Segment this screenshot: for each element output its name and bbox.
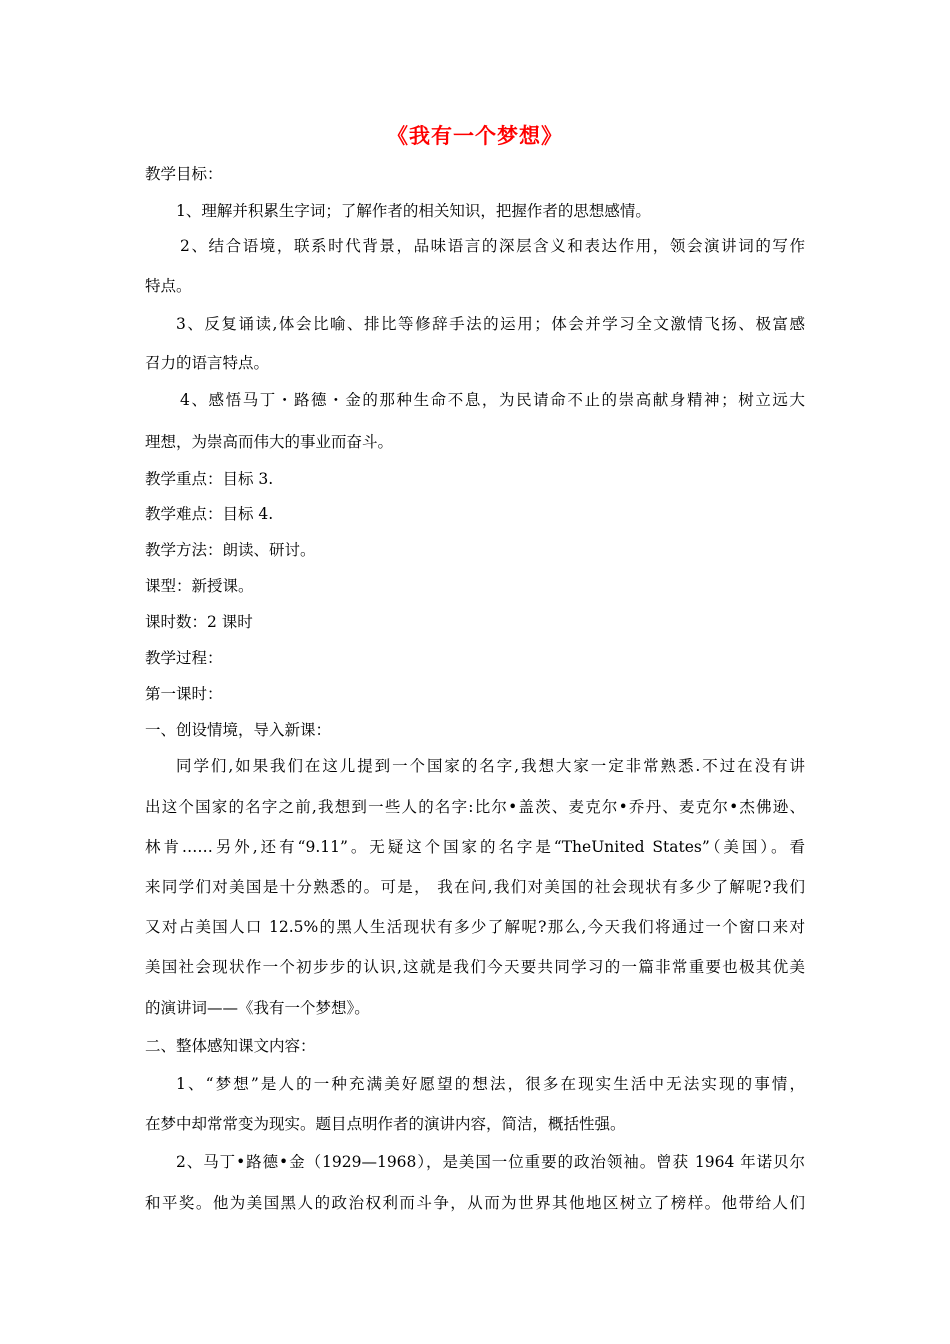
paragraph-line: 一、创设情境，导入新课： <box>145 721 332 739</box>
document-title: 《我有一个梦想》 <box>387 124 563 148</box>
paragraph-line: 又对占美国人口 12.5%的黑人生活现状有多少了解呢?那么,今天我们将通过一个窗口来对 <box>145 918 805 936</box>
paragraph-line: 召力的语言特点。 <box>145 354 270 372</box>
paragraph-line: 1、理解并积累生字词；了解作者的相关知识，把握作者的思想感情。 <box>176 202 651 220</box>
paragraph-line: 二、整体感知课文内容： <box>145 1037 316 1055</box>
paragraph-line: 1、“梦想”是人的一种充满美好愿望的想法，很多在现实生活中无法实现的事情， <box>176 1075 805 1093</box>
paragraph-line: 教学方法：朗读、研讨。 <box>145 541 316 559</box>
paragraph-line: 教学重点：目标 3. <box>145 470 274 488</box>
paragraph-line: 教学过程： <box>145 649 223 667</box>
paragraph-line: 教学难点：目标 4. <box>145 505 274 523</box>
paragraph-line: 3、反复诵读,体会比喻、排比等修辞手法的运用；体会并学习全文激情飞扬、极富感 <box>176 315 805 333</box>
paragraph-line: 2、结合语境，联系时代背景，品味语言的深层含义和表达作用，领会演讲词的写作 <box>180 237 805 255</box>
paragraph-line: 和平奖。他为美国黑人的政治权利而斗争，从而为世界其他地区树立了榜样。他带给人们 <box>145 1194 805 1212</box>
paragraph-line: 课时数：2 课时 <box>145 613 253 631</box>
paragraph-line: 来同学们对美国是十分熟悉的。可是， 我在问,我们对美国的社会现状有多少了解呢?我们 <box>145 878 805 896</box>
paragraph-line: 同学们,如果我们在这儿提到一个国家的名字,我想大家一定非常熟悉.不过在没有讲 <box>176 757 805 775</box>
paragraph-line: 2、马丁•路德•金（1929—1968），是美国一位重要的政治领袖。曾获 1964 年诺贝尔 <box>176 1153 805 1171</box>
paragraph-line: 教学目标： <box>145 165 223 183</box>
paragraph-line: 第一课时： <box>145 685 223 703</box>
paragraph-line: 理想，为崇高而伟大的事业而奋斗。 <box>145 433 394 451</box>
paragraph-line: 林肯……另外,还有“9.11”。无疑这个国家的名字是“TheUnited States”（美国）。看 <box>145 838 805 856</box>
paragraph-line: 美国社会现状作一个初步步的认识,这就是我们今天要共同学习的一篇非常重要也极其优美 <box>145 958 805 976</box>
paragraph-line: 4、感悟马丁・路德・金的那种生命不息，为民请命不止的崇高献身精神；树立远大 <box>180 391 805 409</box>
paragraph-line: 出这个国家的名字之前,我想到一些人的名字:比尔•盖茨、麦克尔•乔丹、麦克尔•杰佛逊、 <box>145 798 805 816</box>
paragraph-line: 特点。 <box>145 277 192 295</box>
paragraph-line: 的演讲词——《我有一个梦想》。 <box>145 999 370 1017</box>
paragraph-line: 课型：新授课。 <box>145 577 254 595</box>
paragraph-line: 在梦中却常常变为现实。题目点明作者的演讲内容，简洁，概括性强。 <box>145 1115 626 1133</box>
